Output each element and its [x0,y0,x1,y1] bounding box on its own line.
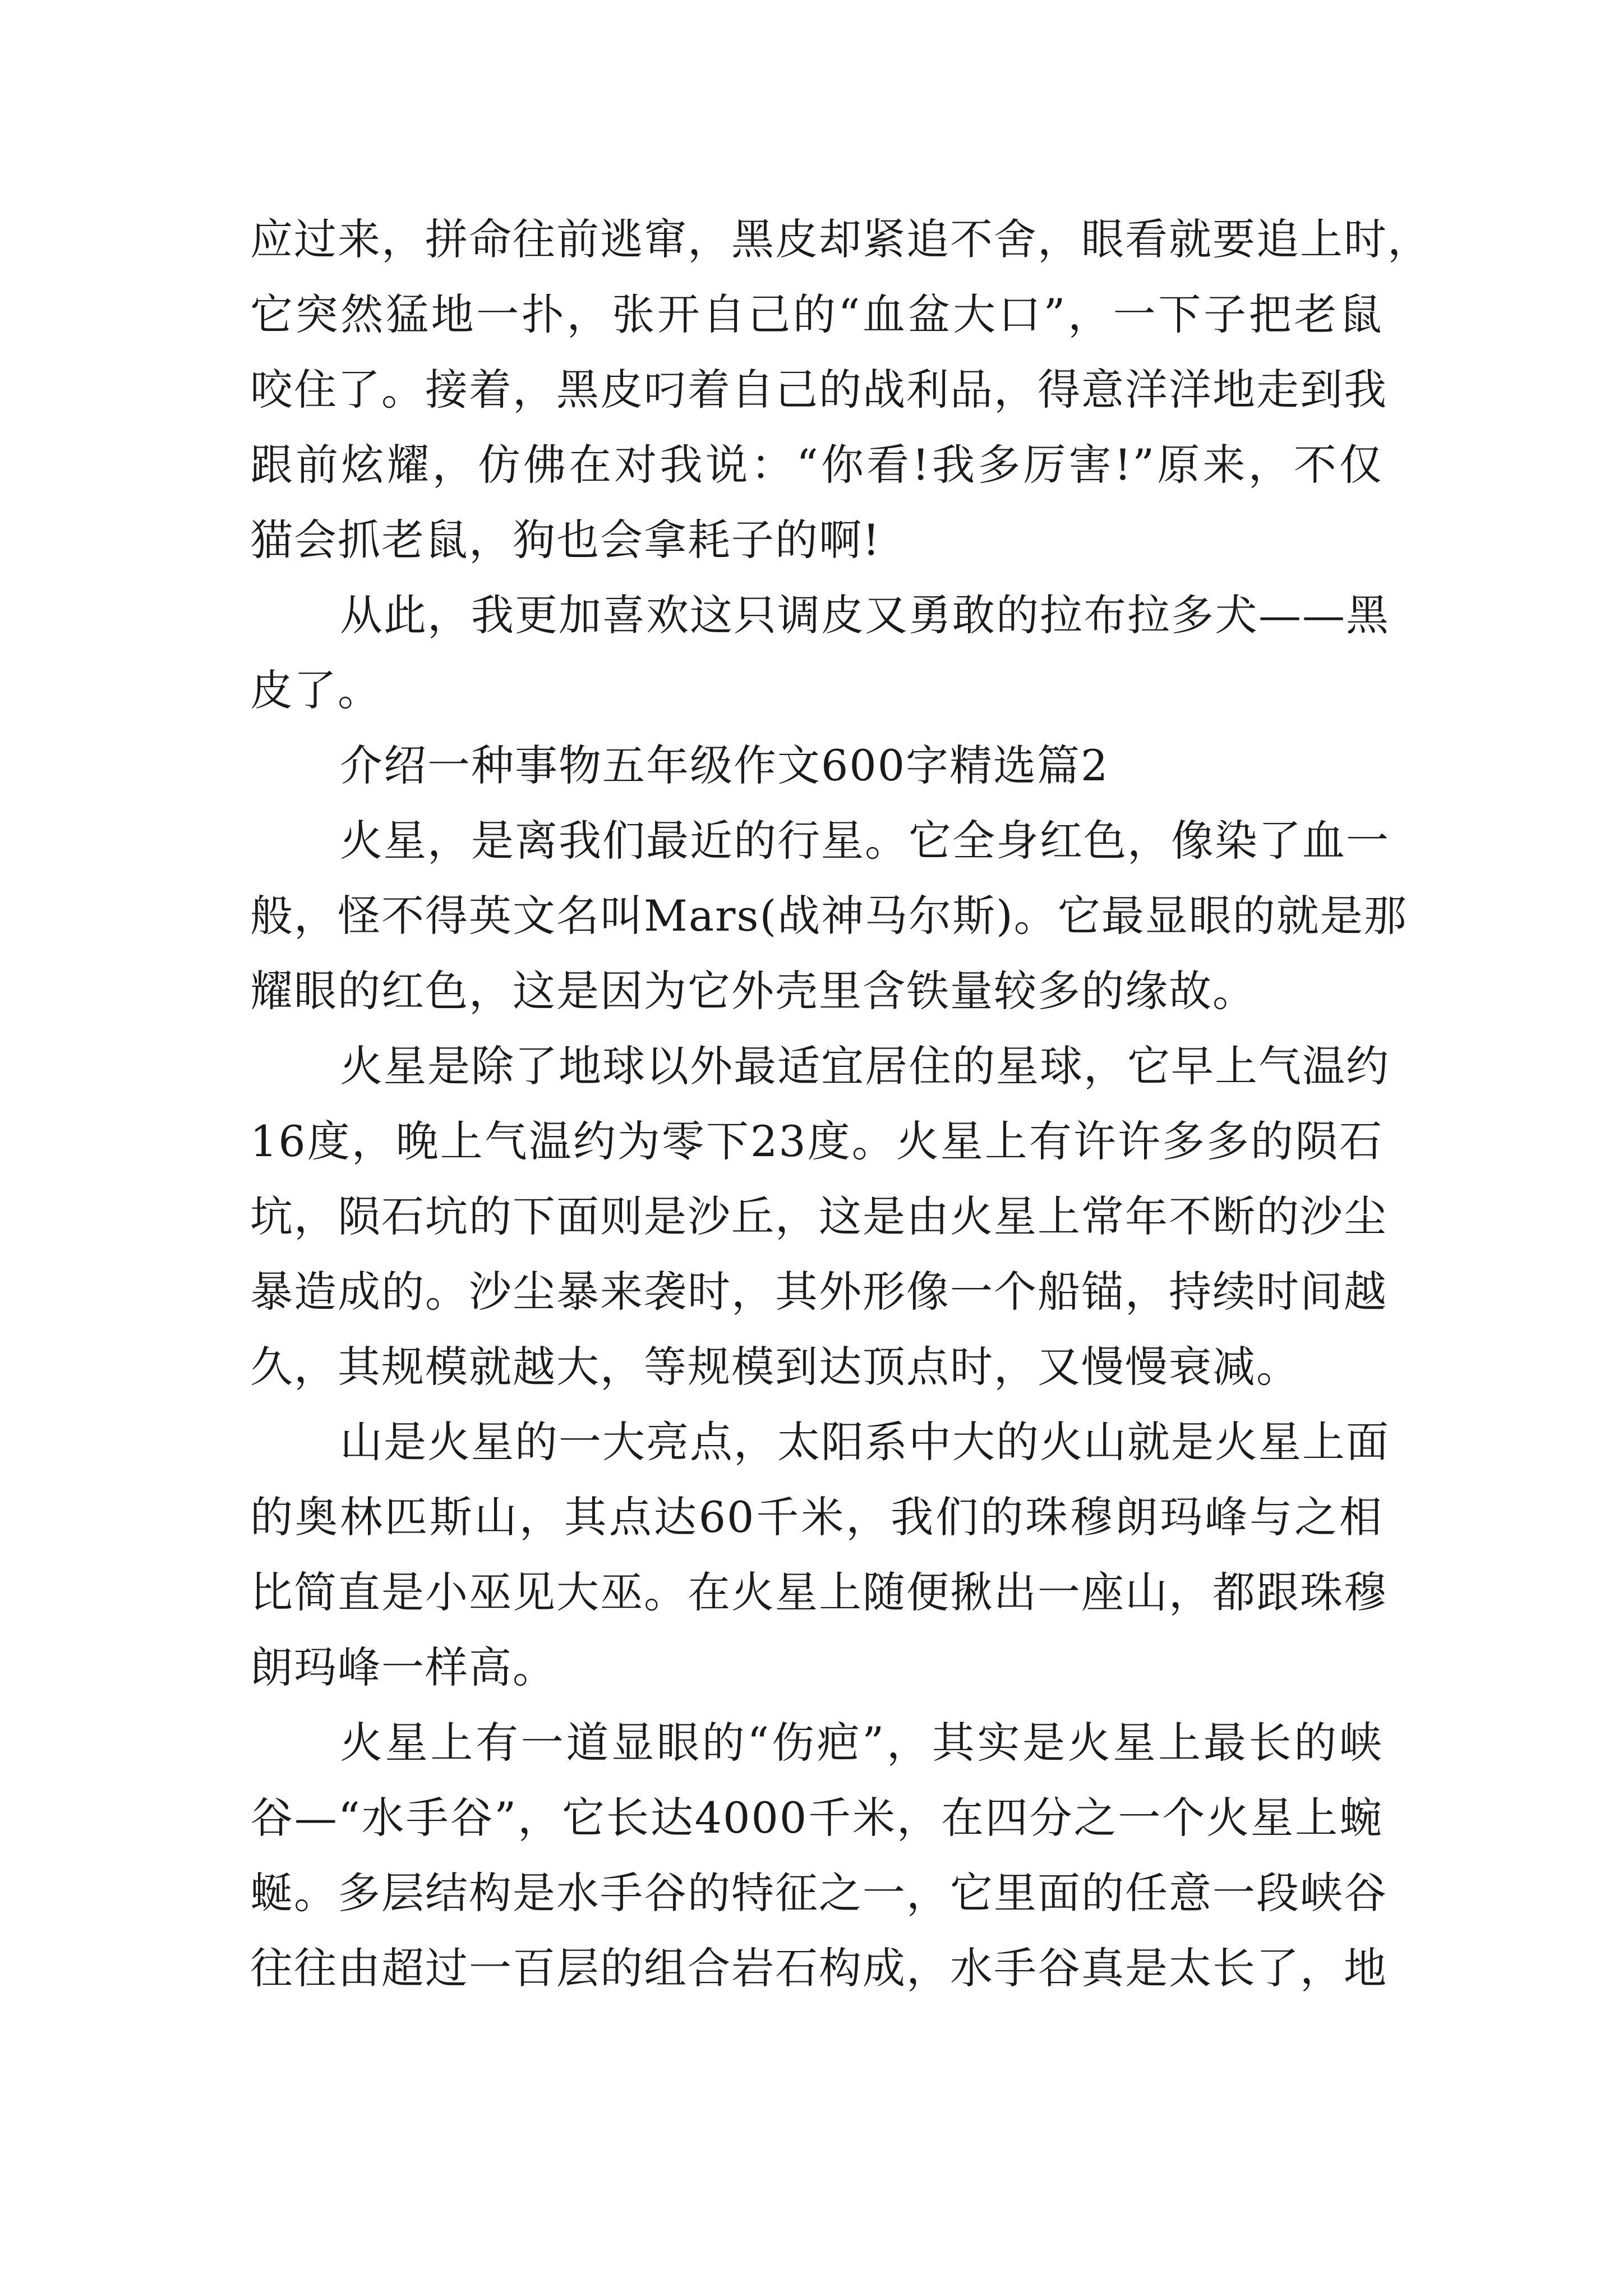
paragraph-mars-intro [250,803,1408,1029]
text-line: 16度，晚上气温约为零下23度。火星上有许许多多的陨石 [250,1116,1383,1166]
text-line: 它突然猛地一扑，张开自己的“血盆大口”，一下子把老鼠 [250,289,1383,339]
text-line: 火星上有一道显眼的“伤疤”，其实是火星上最长的峡 [340,1718,1383,1768]
text-line: 皮了。 [250,665,381,715]
text-line: 耀眼的红色，这是因为它外壳里含铁量较多的缘故。 [250,966,1256,1016]
text-line: 的奥林匹斯山，其点达60千米，我们的珠穆朗玛峰与之相 [250,1492,1383,1542]
paragraph-mars-mountains [250,1405,1390,1705]
text-line: 般，怪不得英文名叫Mars(战神马尔斯)。它最显眼的就是那 [250,891,1408,941]
text-line: 坑，陨石坑的下面则是沙丘，这是由火星上常年不断的沙尘 [250,1191,1387,1241]
section-heading [250,728,1383,803]
heading-text: 介绍一种事物五年级作文600字精选篇2 [340,740,1109,790]
paragraph-mars-valley [250,1705,1387,2006]
paragraph-mars-climate [250,1029,1390,1405]
text-line: 应过来，拼命往前逃窜，黑皮却紧追不舍，眼看就要追上时， [250,214,1431,264]
text-line: 朗玛峰一样高。 [250,1642,556,1692]
text-line: 山是火星的一大亮点，太阳系中大的火山就是火星上面 [340,1417,1390,1467]
text-line: 火星是除了地球以外最适宜居住的星球，它早上气温约 [340,1041,1390,1091]
body-text [250,202,1431,2006]
text-line: 比简直是小巫见大巫。在火星上随便揪出一座山，都跟珠穆 [250,1567,1387,1617]
text-line: 往往由超过一百层的组合岩石构成，水手谷真是太长了，地 [250,1943,1387,1993]
text-line: 蜒。多层结构是水手谷的特征之一，它里面的任意一段峡谷 [250,1868,1387,1918]
text-line: 从此，我更加喜欢这只调皮又勇敢的拉布拉多犬——黑 [340,590,1390,640]
text-line: 久，其规模就越大，等规模到达顶点时，又慢慢衰减。 [250,1342,1300,1392]
paragraph-conclusion [250,578,1390,728]
text-line: 跟前炫耀，仿佛在对我说：“你看!我多厉害!”原来，不仅 [250,440,1383,490]
text-line: 火星，是离我们最近的行星。它全身红色，像染了血一 [340,816,1390,866]
text-line: 暴造成的。沙尘暴来袭时，其外形像一个船锚，持续时间越 [250,1267,1387,1317]
text-line: 咬住了。接着，黑皮叼着自己的战利品，得意洋洋地走到我 [250,365,1387,415]
paragraph-dog-catches-mouse [250,202,1431,578]
text-line: 谷—“水手谷”，它长达4000千米，在四分之一个火星上蜿 [250,1793,1383,1843]
text-line: 猫会抓老鼠，狗也会拿耗子的啊! [250,515,881,565]
